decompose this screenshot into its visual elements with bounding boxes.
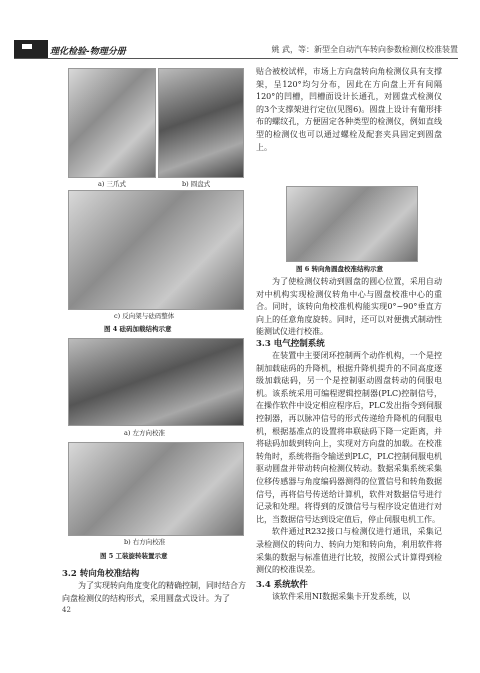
fig6-image [286, 186, 418, 262]
section-3-3-paragraph-2: 软件通过R232接口与检测仪进行通讯，采集记录检测仪的转向力、转向力矩和转向角，利用软件将采集的数据与标准值进行比较，按照公式计算得到检测仪的校准误差。 [256, 527, 442, 575]
section-3-4-heading: 3.4 系统软件 [256, 580, 308, 590]
section-3-3-text [256, 350, 442, 577]
fig4b-label: b) 圆盘式 [182, 180, 211, 188]
fig4-caption: 图 4 砝码加载结构示意 [104, 325, 172, 333]
page-number: 42 [62, 606, 71, 614]
journal-logo-mark [14, 40, 48, 58]
right-top-text [256, 66, 442, 154]
fig4b-image [158, 68, 244, 178]
right-mid-text [256, 276, 442, 339]
section-3-2-paragraph: 为了实现转向角度变化的精确控制，同时结合方向盘检测仪的结构形式，采用圆盘式设计。为了 [62, 581, 246, 603]
section-3-2-heading: 3.2 转向角校准结构 [62, 569, 140, 579]
section-3-4-text [256, 591, 442, 604]
section-3-3-paragraph-1: 在装置中主要闭环控制两个动作机构，一个是控制加载砝码的升降机，根据升降机提升的不同高度逐级加载砝码，另一个是控制驱动圆盘转动的伺服电机。该系统采用可编程逻辑控制器(PLC)控制信号，在操作软件中设定相应程序后，PLC发出指令到伺服控制器，再以脉冲信号的形式传递给升降机的伺服电机，根据基准点的设置将串联砝码下降一定距离，并将砝码加载到转向上，实现对方向盘的加载。在校准转角时，系统将指令输送到PLC，PLC控制伺服电机驱动圆盘并带动转向检测仪转动。数据采集系统采集位移传感器与角度编码器测得的位置信号和转角数据信号，再将信号传送给计算机，软件对数据信号进行记录和处理。将得到的反馈信号与程序设定值进行对比，当数据信号达到设定值后，停止伺服电机工作。 [256, 351, 442, 524]
section-3-2-text [62, 580, 246, 605]
header-rule [14, 58, 458, 59]
fig5-caption: 图 5 工装旋转装置示意 [100, 552, 168, 560]
fig5a-label: a) 左方向校准 [124, 429, 165, 437]
section-3-4-paragraph: 该软件采用NI数据采集卡开发系统，以 [272, 592, 411, 601]
journal-logo-text: 理化检验-物理分册 [50, 47, 126, 57]
fig4c-image [68, 190, 244, 310]
journal-logo [14, 40, 126, 60]
fig5b-label: b) 右方向校准 [124, 538, 166, 546]
fig5b-image [68, 442, 244, 536]
fig6-caption: 图 6 转向角圆盘校准结构示意 [296, 265, 384, 273]
right-top-paragraph: 贴合被校试样，市场上方向盘转向角检测仪具有支撑架，呈120°均匀分布，因此在方向盘上开有间隔120°的凹槽，凹槽面设计长通孔，对圆盘式检测仪的3个支撑架进行定位(见图6)。圆盘上设计有葡形排布的螺纹孔，方便固定各种类型的检测仪，例如直线型的检测仪也可以通过螺栓及配套夹具固定到圆盘上。 [256, 67, 442, 152]
section-3-3-heading: 3.3 电气控制系统 [256, 339, 325, 349]
fig4a-label: a) 三爪式 [98, 180, 126, 188]
fig4a-image [68, 68, 156, 178]
fig5a-image [68, 338, 244, 426]
fig4c-label: c) 反向架与砝码整体 [114, 312, 175, 320]
running-title: 姚 武，等：新型全自动汽车转向参数检测仪校准装置 [271, 45, 458, 54]
fig6-follow-paragraph: 为了使检测仪转动到圆盘的圆心位置，采用自动对中机构实现检测仪转角中心与圆盘校准中心的重合。同时，该转向角校准机构能实现0°~90°垂直方向上的任意角度旋转。同时，还可以对便携式制动性能测试仪进行校准。 [256, 277, 442, 337]
